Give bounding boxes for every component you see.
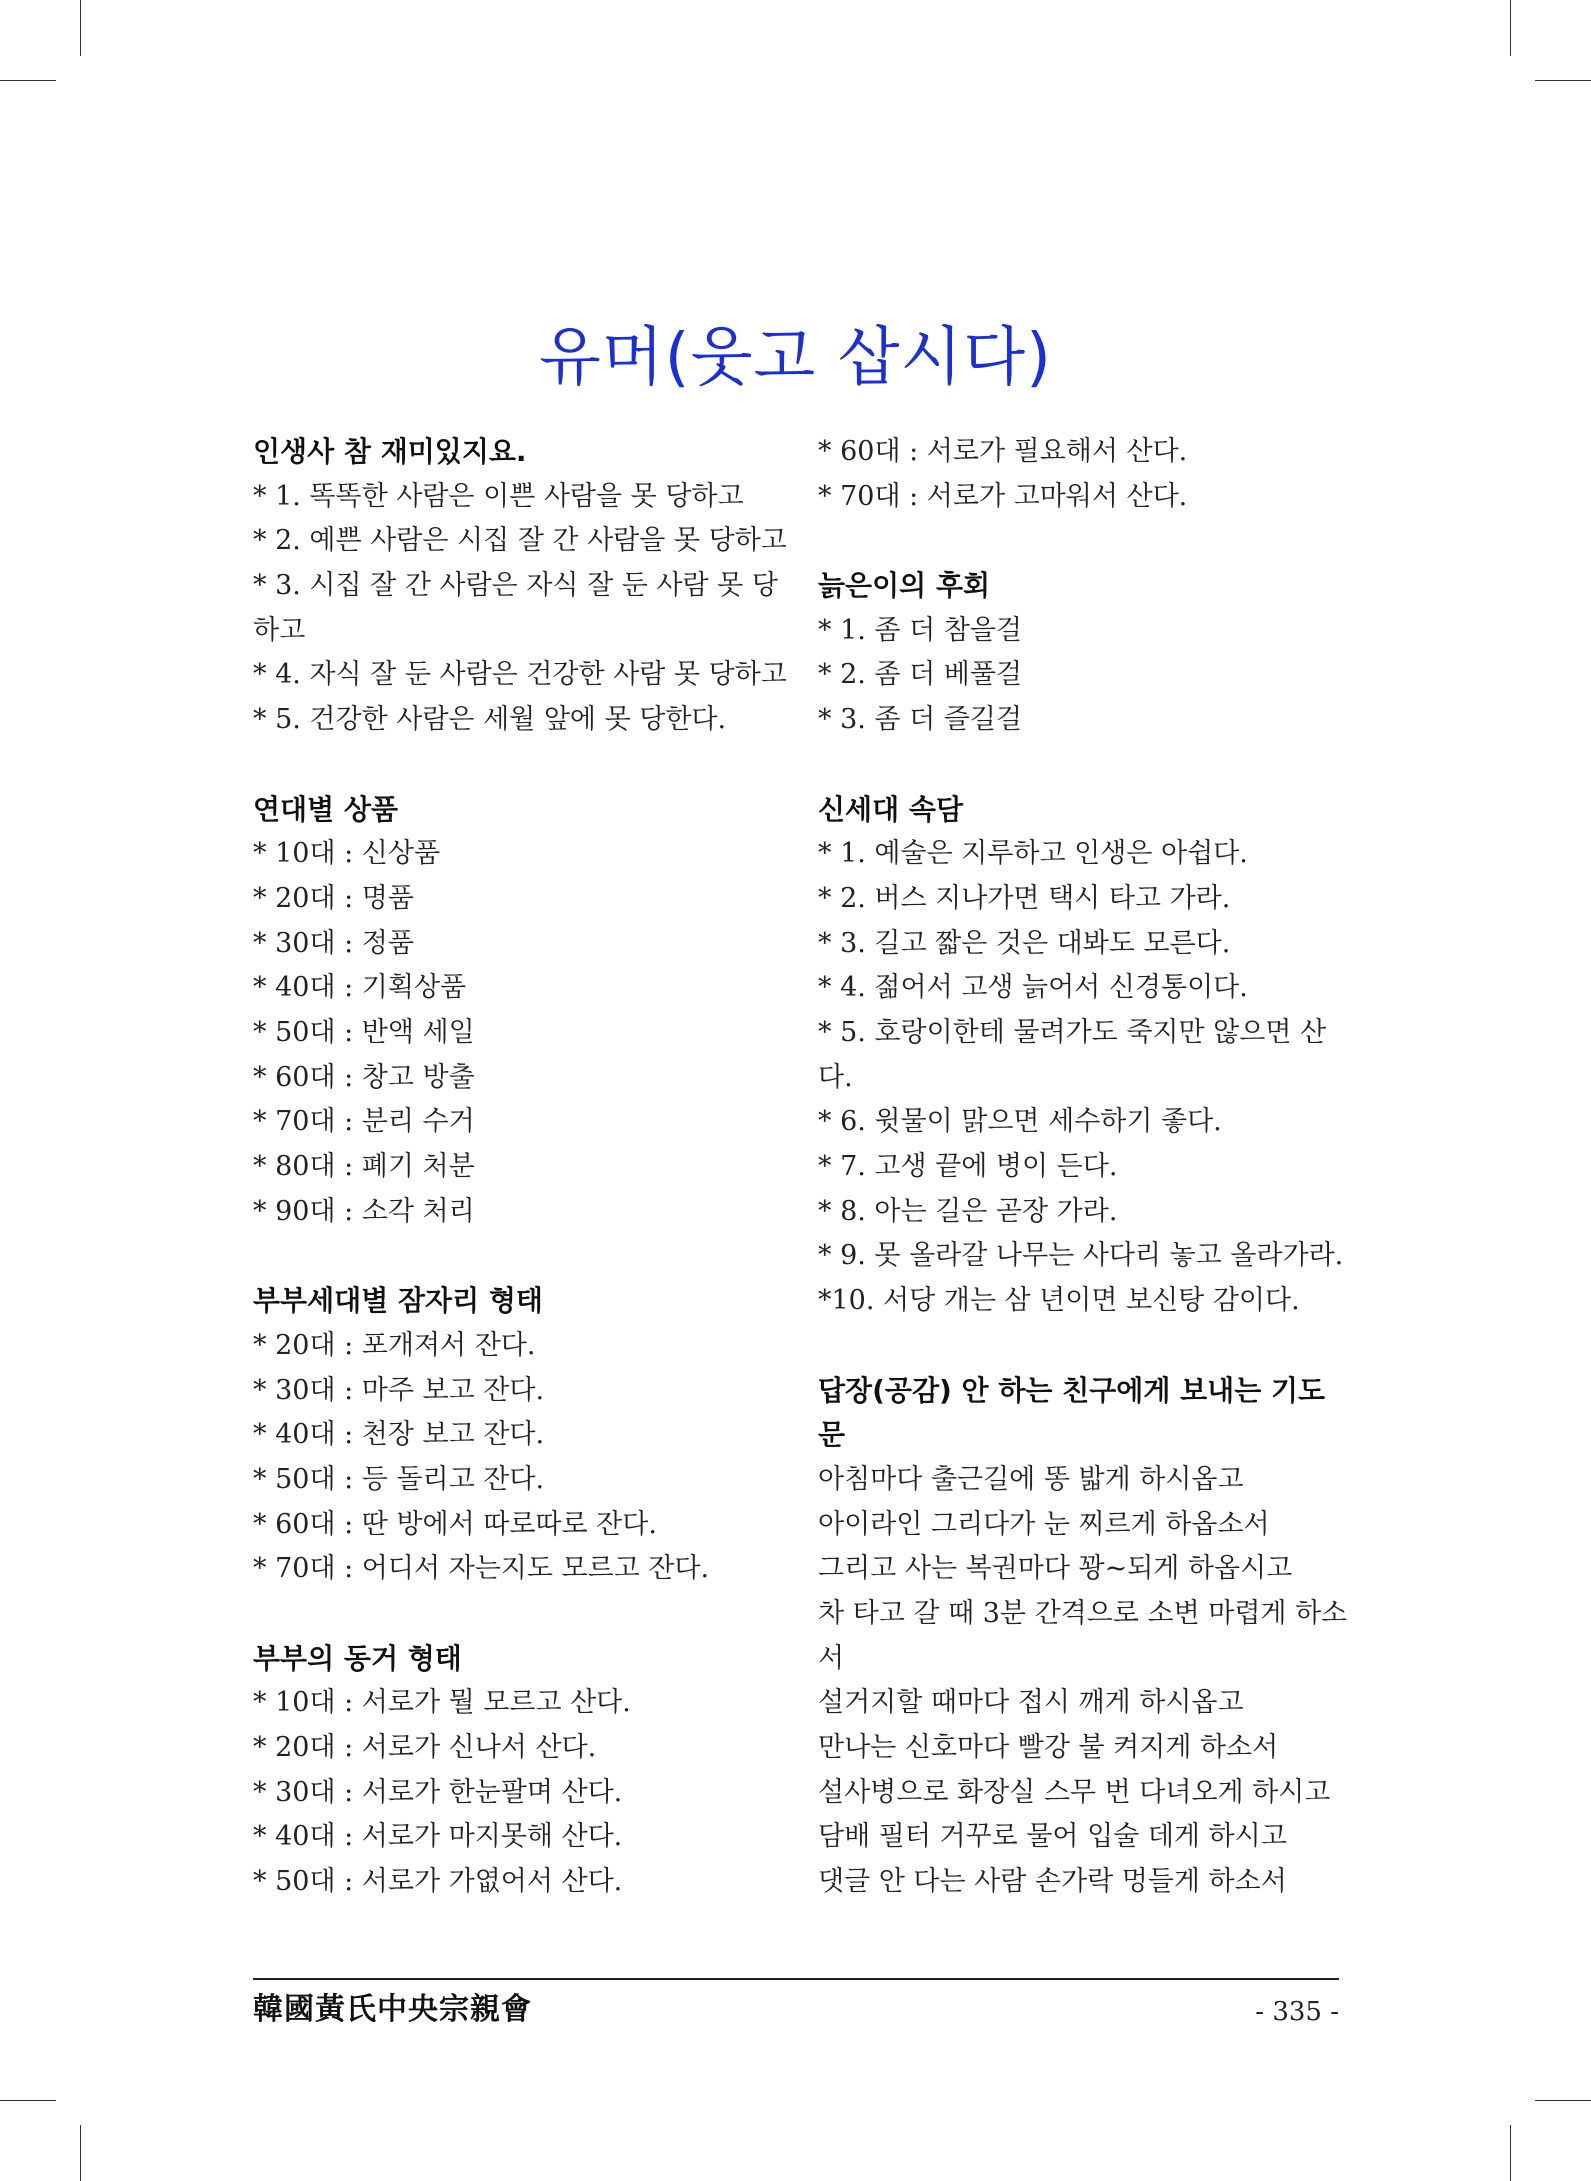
section-heading: 신세대 속담 <box>818 792 963 826</box>
right-column <box>818 430 1348 1905</box>
section-spacer <box>818 743 1348 788</box>
list-item: * 5. 건강한 사람은 세월 앞에 못 당한다. <box>253 704 727 736</box>
page-title: 유머(웃고 삽시다) <box>538 321 1053 395</box>
list-item: * 70대 : 어디서 자는지도 모르고 잔다. <box>253 1553 710 1585</box>
list-item: * 7. 고생 끝에 병이 든다. <box>818 1151 1118 1183</box>
list-item: 만나는 신호마다 빨강 불 켜지게 하소서 <box>818 1732 1279 1764</box>
page-number: - 335 - <box>1255 1997 1339 2027</box>
section-heading: 인생사 참 재미있지요. <box>253 435 527 468</box>
list-item: * 30대 : 서로가 한눈팔며 산다. <box>253 1776 623 1808</box>
list-item: * 30대 : 마주 보고 잔다. <box>253 1374 545 1406</box>
list-item: * 80대 : 폐기 처분 <box>253 1151 475 1183</box>
list-item: * 50대 : 서로가 가엾어서 산다. <box>253 1866 623 1898</box>
list-item: * 70대 : 서로가 고마워서 산다. <box>818 480 1188 512</box>
crop-mark-top-right-v <box>1510 0 1511 56</box>
list-item: * 40대 : 서로가 마지못해 산다. <box>253 1821 623 1853</box>
section-heading: 답장(공감) 안 하는 친구에게 보내는 기도문 <box>818 1373 1326 1452</box>
list-item: * 3. 시집 잘 간 사람은 자식 잘 둔 사람 못 당하고 <box>253 570 778 646</box>
list-item: * 20대 : 명품 <box>253 882 414 914</box>
list-item: * 3. 길고 짧은 것은 대봐도 모른다. <box>818 927 1231 959</box>
crop-mark-top-right-h <box>1535 80 1591 81</box>
list-item: 차 타고 갈 때 3분 간격으로 소변 마렵게 하소서 <box>818 1597 1348 1674</box>
list-item: *10. 서당 개는 삼 년이면 보신탕 감이다. <box>818 1285 1300 1317</box>
list-item: * 2. 좀 더 베풀걸 <box>818 659 1023 691</box>
list-item: * 1. 예술은 지루하고 인생은 아쉽다. <box>818 838 1248 870</box>
list-item: 설거지할 때마다 접시 깨게 하시옵고 <box>818 1687 1244 1719</box>
list-item: * 40대 : 천장 보고 잔다. <box>253 1419 545 1451</box>
section-heading: 연대별 상품 <box>253 792 398 826</box>
list-item: * 8. 아는 길은 곧장 가라. <box>818 1195 1118 1227</box>
list-item: * 20대 : 포개져서 잔다. <box>253 1329 536 1361</box>
list-item: * 1. 좀 더 참을걸 <box>818 614 1023 646</box>
list-item: * 4. 자식 잘 둔 사람은 건강한 사람 못 당하고 <box>253 659 787 691</box>
section-heading: 부부의 동거 형태 <box>253 1641 462 1675</box>
list-item: * 9. 못 올라갈 나무는 사다리 놓고 올라가라. <box>818 1240 1344 1272</box>
list-item: 아이라인 그리다가 눈 찌르게 하옵소서 <box>818 1508 1270 1540</box>
section-heading: 부부세대별 잠자리 형태 <box>253 1284 543 1318</box>
list-item: * 60대 : 창고 방출 <box>253 1061 475 1093</box>
list-item: 설사병으로 화장실 스무 번 다녀오게 하시고 <box>818 1776 1331 1808</box>
footer-divider <box>253 1978 1339 1980</box>
section-heading: 늙은이의 후회 <box>818 569 991 603</box>
section-spacer <box>818 1324 1348 1369</box>
crop-mark-top-left-h <box>0 80 56 81</box>
list-item: 댓글 안 다는 사람 손가락 멍들게 하소서 <box>818 1866 1287 1898</box>
list-item: * 6. 윗물이 맑으면 세수하기 좋다. <box>818 1106 1222 1138</box>
list-item: * 50대 : 등 돌리고 잔다. <box>253 1463 545 1495</box>
list-item: * 2. 예쁜 사람은 시집 잘 간 사람을 못 당하고 <box>253 525 787 557</box>
crop-mark-bottom-right-h <box>1535 2100 1591 2101</box>
section-spacer <box>253 1234 783 1279</box>
list-item: * 30대 : 정품 <box>253 927 414 959</box>
list-item: * 10대 : 서로가 뭘 모르고 산다. <box>253 1687 631 1719</box>
crop-mark-bottom-left-h <box>0 2100 56 2101</box>
list-item: * 2. 버스 지나가면 택시 타고 가라. <box>818 882 1231 914</box>
list-item: 담배 필터 거꾸로 물어 입술 데게 하시고 <box>818 1821 1287 1853</box>
list-item: * 60대 : 딴 방에서 따로따로 잔다. <box>253 1508 657 1540</box>
list-item: 그리고 사는 복권마다 꽝~되게 하옵시고 <box>818 1553 1293 1585</box>
list-item: * 50대 : 반액 세일 <box>253 1017 475 1048</box>
section-spacer <box>818 519 1348 564</box>
list-item: * 1. 똑똑한 사람은 이쁜 사람을 못 당하고 <box>253 480 744 512</box>
list-item: * 70대 : 분리 수거 <box>253 1106 475 1138</box>
list-item: * 4. 젊어서 고생 늙어서 신경통이다. <box>818 972 1248 1004</box>
list-item: * 10대 : 신상품 <box>253 838 441 870</box>
crop-mark-bottom-left-v <box>80 2125 81 2181</box>
list-item: * 3. 좀 더 즐길걸 <box>818 704 1023 736</box>
left-column <box>253 430 787 1905</box>
crop-mark-bottom-right-v <box>1510 2125 1511 2181</box>
list-item: * 40대 : 기획상품 <box>253 972 467 1004</box>
list-item: 아침마다 출근길에 똥 밟게 하시옵고 <box>818 1463 1244 1495</box>
list-item: * 5. 호랑이한테 물려가도 죽지만 않으면 산다. <box>818 1016 1327 1093</box>
list-item: * 90대 : 소각 처리 <box>253 1195 475 1227</box>
section-spacer <box>253 743 783 788</box>
section-spacer <box>253 1592 783 1637</box>
crop-mark-top-left-v <box>80 0 81 56</box>
list-item: * 20대 : 서로가 신나서 산다. <box>253 1732 597 1764</box>
list-item: * 60대 : 서로가 필요해서 산다. <box>818 436 1188 467</box>
publisher-name: 韓國黃氏中央宗親會 <box>253 1992 532 2027</box>
